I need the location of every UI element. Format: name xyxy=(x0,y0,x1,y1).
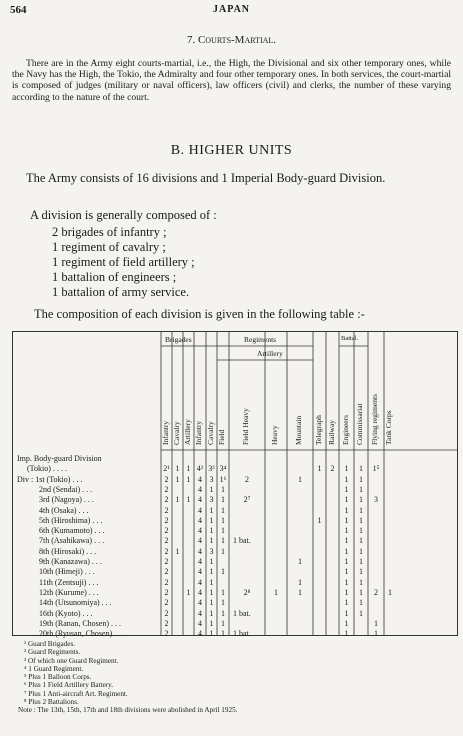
table-cell: 4 xyxy=(198,546,202,556)
group-header-brigades: Brigades xyxy=(165,335,192,344)
composition-item: 1 battalion of engineers ; xyxy=(52,270,177,284)
table-cell: 1 xyxy=(344,546,349,556)
table-cell: 1 xyxy=(209,598,214,608)
table-cell: 1 xyxy=(344,536,349,546)
footnote: ¹ Guard Brigades. xyxy=(24,640,76,648)
table-cell: 4 xyxy=(198,484,202,494)
table-cell: 1 xyxy=(359,557,363,566)
table-cell: 2 xyxy=(164,515,169,525)
group-header-regiments: Regiments xyxy=(244,335,277,344)
page-header xyxy=(10,4,453,18)
table-cell: 1 xyxy=(344,526,349,536)
row-label: Div : 1st (Tokio) . . . xyxy=(17,474,83,484)
table-cell: 4 xyxy=(198,598,202,608)
row-label: 3rd (Nagoya) . . . xyxy=(39,495,94,505)
row-label: 7th (Asahikawa) . . . xyxy=(39,536,105,546)
table-cell: 3 xyxy=(209,546,214,556)
table-cell: 1⁵ xyxy=(372,464,380,474)
table-cell: 1 xyxy=(388,587,392,597)
table-cell: 2 xyxy=(164,536,169,546)
column-header: Tank Corps xyxy=(384,410,393,445)
table-cell: 1 xyxy=(298,557,302,566)
table-cell: 1 xyxy=(298,577,302,587)
table-cell: 1 xyxy=(359,505,363,515)
table-cell: 2⁸ xyxy=(243,587,251,597)
row-label: 10th (Himeji) . . . xyxy=(39,567,95,577)
row-label: (Tokio) . . . . xyxy=(27,464,67,474)
table-cell: 1 xyxy=(359,598,363,608)
column-header: Flying regiments xyxy=(370,393,379,445)
table-cell: 4 xyxy=(198,608,202,618)
table-cell: 3 xyxy=(374,495,378,505)
army-intro-paragraph xyxy=(12,171,451,186)
row-label: 9th (Kanazawa) . . . xyxy=(39,557,102,566)
table-cell: 1 xyxy=(359,567,363,577)
table-cell: 1 xyxy=(209,618,214,628)
column-header: Commissariat xyxy=(355,403,364,445)
table-cell: 2 xyxy=(164,608,169,618)
table-cell: 4 xyxy=(198,629,202,639)
table-cell: 2 xyxy=(164,587,169,597)
table-cell: 1 xyxy=(209,629,214,639)
table-cell: 2 xyxy=(164,495,169,505)
table-cell: 2⁷ xyxy=(243,495,251,505)
table-cell: 1 xyxy=(209,526,214,536)
table-cell: 4 xyxy=(198,474,202,484)
table-cell: 2 xyxy=(330,464,335,474)
running-head: JAPAN xyxy=(212,4,251,15)
table-cell: 1 xyxy=(186,587,191,597)
table-cell: 1 xyxy=(186,495,191,505)
column-header: Infantry xyxy=(160,420,170,445)
group-header-battalions: Battal. xyxy=(341,335,359,342)
table-cell: 1 xyxy=(175,474,180,484)
table-cell: 1 xyxy=(344,464,349,474)
table-cell: 1 xyxy=(359,495,363,505)
table-cell: 1 xyxy=(359,526,363,536)
row-label: 8th (Hirosaki) . . . xyxy=(39,546,97,556)
column-header: Telegraph xyxy=(313,415,323,445)
table-cell: 1 xyxy=(344,567,349,577)
table-cell: 1 xyxy=(359,474,363,484)
table-cell: 2 xyxy=(164,557,169,566)
composition-item: 2 brigades of infantry ; xyxy=(52,225,167,239)
composition-item: 1 regiment of field artillery ; xyxy=(52,255,195,269)
column-header: Engineers xyxy=(340,415,350,445)
table-cell: 1 xyxy=(209,587,214,597)
footnote: ⁵ Plus 1 Balloon Corps. xyxy=(24,673,92,682)
table-cell: 4 xyxy=(198,567,202,577)
table-cell: 4 xyxy=(198,515,202,525)
column-header: Railway xyxy=(326,420,336,445)
table-cell: 1 xyxy=(344,618,349,628)
table-cell: 1 xyxy=(344,608,349,618)
table-cell: 1 xyxy=(186,474,191,484)
table-cell: 2 xyxy=(164,618,169,628)
table-cell: 1 xyxy=(209,536,214,546)
page-number: 564 xyxy=(10,4,27,16)
table-cell: 1 xyxy=(359,608,363,618)
table-cell: 4 xyxy=(198,577,202,587)
table-cell: 1 xyxy=(344,505,349,515)
table-cell: 1 xyxy=(209,567,214,577)
table-intro: The composition of each division is given in the following table :- xyxy=(34,307,365,321)
table-cell: 3 xyxy=(209,495,214,505)
table-cell: 1 xyxy=(221,587,225,597)
table-cell: 3³ xyxy=(208,464,215,474)
army-intro-text: The Army consists of 16 divisions and 1 Imperial Body-guard Division. xyxy=(26,171,386,185)
table-cell: 4 xyxy=(198,505,202,515)
table-cell: 1 xyxy=(175,464,180,474)
row-label: Imp. Body-guard Division xyxy=(17,454,102,463)
table-cell: 2 xyxy=(164,484,169,494)
table-cell: 2 xyxy=(374,587,378,597)
table-cell: 1 xyxy=(209,577,214,587)
table-cell: 3⁴ xyxy=(219,464,227,474)
column-header: Field xyxy=(217,429,226,445)
footnote: ³ Of which one Guard Regiment. xyxy=(24,656,119,665)
table-cell: 1 xyxy=(298,474,302,484)
table-cell: 2 xyxy=(164,598,169,608)
division-composition-list xyxy=(52,225,195,300)
table-cell: 1 xyxy=(344,484,349,494)
table-cell: 1 xyxy=(359,577,363,587)
table-cell: 4 xyxy=(198,495,202,505)
table-cell: 2 xyxy=(164,505,169,515)
table-cell: 2 xyxy=(164,546,169,556)
table-cell: 1 xyxy=(359,536,363,546)
row-label: 6th (Kumamoto) . . . xyxy=(39,526,105,536)
table-cell: 4 xyxy=(198,536,202,546)
division-composition-intro: A division is generally composed of : xyxy=(30,208,217,222)
table-cell: 1 xyxy=(274,587,278,597)
table-cell: 1 xyxy=(221,618,225,628)
footnote: ⁸ Plus 2 Battalions. xyxy=(24,698,79,707)
footnote: Note : The 13th, 15th, 17th and 18th divisions were abolished in April 1925. xyxy=(18,706,238,715)
composition-item: 1 regiment of cavalry ; xyxy=(52,240,166,254)
column-header: Cavalry xyxy=(171,421,181,445)
table-cell: 1 bat. xyxy=(233,629,251,639)
table-cell: 1 xyxy=(344,587,349,597)
footnote: ² Guard Regiments. xyxy=(24,648,81,657)
table-cell: 1 xyxy=(221,608,225,618)
table-cell: 1 bat. xyxy=(233,608,251,618)
table-cell: 1 xyxy=(221,515,225,525)
table-cell: 1 xyxy=(186,464,191,474)
table-cell: 4 xyxy=(198,526,202,536)
table-cell: 1 xyxy=(175,546,180,556)
table-cell: 1 xyxy=(344,474,349,484)
column-header: Infantry xyxy=(194,420,203,445)
table-cell: 1 xyxy=(359,587,363,597)
row-label: 19th (Ranan, Chosen) . . . xyxy=(39,618,121,628)
table-cell: 1 xyxy=(221,536,225,546)
table-cell: 1 bat. xyxy=(233,536,251,546)
table-cell: 1 xyxy=(221,598,225,608)
table-cell: 1 xyxy=(221,526,225,536)
table-cell: 2 xyxy=(164,474,169,484)
table-cell: 1 xyxy=(359,464,363,474)
row-label: 12th (Kurume) . . . xyxy=(39,587,99,597)
footnote: ⁷ Plus 1 Anti-aircraft Art. Regiment. xyxy=(24,689,128,698)
table-cell: 1 xyxy=(221,505,225,515)
table-cell: 4 xyxy=(198,618,202,628)
row-label: 16th (Kyoto) . . . xyxy=(39,608,93,618)
table-cell: 1 xyxy=(344,495,349,505)
row-label: 20th (Ryusan, Chosen) . . . xyxy=(39,629,125,639)
table-cell: 1 xyxy=(344,577,349,587)
section-b-title: B. HIGHER UNITS xyxy=(170,143,293,158)
table-cell: 1 xyxy=(209,484,214,494)
table-cell: 2¹ xyxy=(163,464,170,474)
table-cell: 1 xyxy=(359,546,363,556)
table-cell: 1 xyxy=(344,515,349,525)
table-cell: 1 xyxy=(374,618,378,628)
row-label: 5th (Hiroshima) . . . xyxy=(39,515,103,525)
table-cell: 1 xyxy=(317,515,322,525)
table-cell: 1 xyxy=(209,515,214,525)
table-cell: 1 xyxy=(359,515,363,525)
table-cell: 1 xyxy=(209,505,214,515)
courts-martial-paragraph: There are in the Army eight courts-martial, i.e., the High, the Divisional and six other temporary ones, while the Navy has the High, the Tokio, the Admiralty and four other temporary ones. In both services, the court-martial is composed of judges (military or naval officers), law officers (civil) and clerks, the number of these varying according to the nature of the court. xyxy=(12,58,451,103)
column-header: Heavy xyxy=(270,425,279,445)
table-cell: 1 xyxy=(221,567,225,577)
table-cell: 1 xyxy=(374,629,378,639)
row-label: 14th (Utsunomiya) . . . xyxy=(39,598,112,608)
table-cell: 1 xyxy=(317,464,322,474)
column-header: Cavalry xyxy=(205,421,215,445)
section-7-title: 7. Courts-Martial. xyxy=(186,34,277,46)
group-header-artillery: Artillery xyxy=(257,349,283,358)
table-cell: 1 xyxy=(209,608,214,618)
table-cell: 2 xyxy=(245,474,249,484)
column-header: Field Heavy xyxy=(241,408,250,445)
table-cell: 2 xyxy=(164,526,169,536)
table-cell: 1 xyxy=(344,598,349,608)
row-label: 2nd (Sendai) . . . xyxy=(39,484,93,494)
table-cell: 2 xyxy=(164,577,169,587)
table-cell: 1 xyxy=(175,495,180,505)
table-cell: 1 xyxy=(221,495,225,505)
table-cell: 1 xyxy=(298,587,302,597)
table-cell: 4 xyxy=(198,587,202,597)
table-cell: 2 xyxy=(164,567,169,577)
table-cell: 1 xyxy=(221,484,225,494)
table-cell: 2 xyxy=(164,629,169,639)
footnotes xyxy=(18,640,237,715)
table-cell: 1 xyxy=(221,546,225,556)
table-cell: 3 xyxy=(209,474,214,484)
row-label: 4th (Osaka) . . . xyxy=(39,505,89,515)
table-cell: 1 xyxy=(344,629,349,639)
column-header: Mountain xyxy=(294,415,303,445)
table-cell: 1 xyxy=(344,557,349,566)
table-cell: 1 xyxy=(221,629,225,639)
table-cell: 1⁶ xyxy=(219,474,227,484)
composition-item: 1 battalion of army service. xyxy=(52,285,190,299)
footnote: ⁴ 1 Guard Regiment. xyxy=(24,664,84,673)
table-cell: 4² xyxy=(196,464,204,474)
footnote: ⁶ Plus 1 Field Artillery Battery. xyxy=(24,681,114,690)
table-cell: 1 xyxy=(359,484,363,494)
division-composition-table xyxy=(12,331,458,639)
table-cell: 4 xyxy=(198,557,202,566)
row-label: 11th (Zentsuji) . . . xyxy=(39,577,99,587)
table-cell: 1 xyxy=(209,557,214,566)
column-header: Artillery xyxy=(182,419,192,445)
